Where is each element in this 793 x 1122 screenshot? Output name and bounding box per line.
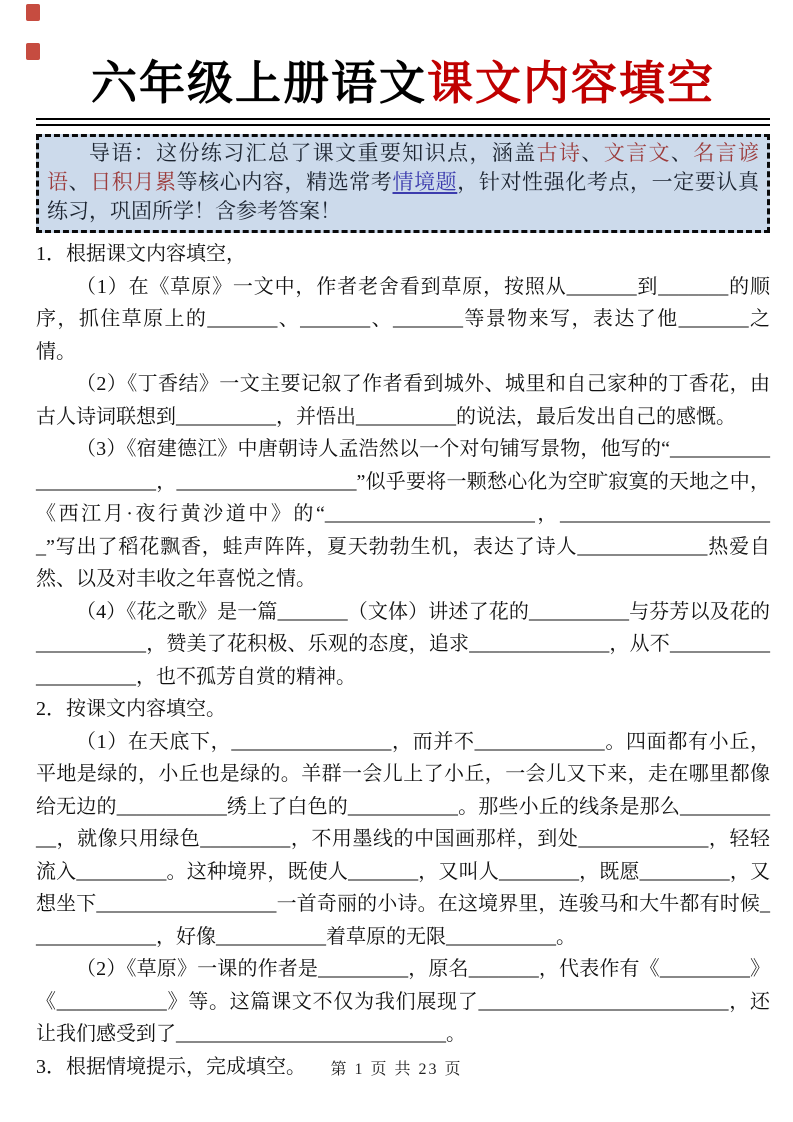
intro-segment: 导语：这份练习汇总了课文重要知识点，涵盖: [89, 141, 537, 165]
title-topic-part: 课文内容填空: [427, 57, 715, 109]
worksheet-body: [36, 238, 770, 1083]
intro-segment: 文言文: [603, 141, 671, 165]
intro-segment: 日积月累: [90, 170, 177, 194]
intro-segment: 、: [68, 170, 91, 194]
q1-item-1: （1）在《草原》一文中，作者老舍看到草原，按照从_______到_______的顺序，抓住草原上的_______、_______、_______等景物来写，表达了他_______之情。: [36, 275, 770, 363]
intro-text: [47, 141, 759, 223]
q2-item-2: （2）《草原》一课的作者是_________，原名_______，代表作有《_________》《___________》等。这篇课文不仅为我们展现了_________________________，还让我们感受到了___________________________。: [36, 958, 770, 1045]
intro-segment: 古诗: [536, 141, 582, 165]
q1-item-2: （2）《丁香结》一文主要记叙了作者看到城外、城里和自己家种的丁香花，由古人诗词联想到__________，并悟出__________的说法，最后发出自己的感慨。: [36, 373, 770, 428]
intro-segment: 名言谚语: [47, 141, 760, 194]
red-seal-mark-top: [26, 4, 40, 21]
intro-segment: 等核心内容，精选常考: [176, 170, 393, 194]
question-3-header: 3．根据情境提示，完成填空。: [36, 1055, 306, 1078]
q2-item-1: （1）在天底下，________________，而并不_____________。四面都有小丘，平地是绿的，小丘也是绿的。羊群一会儿上了小丘，一会儿又下来，走在哪里都像给无边的___________绣上了白色的___________。那些小丘的线条是那么___________，就像只用绿色_________，不用墨线的中国画那样，到处_____________，轻轻流入_________。这种境界，既使人_______，又叫人________，既愿_________，又想坐下__________________一首奇丽的小诗。在这境界里，连骏马和大牛都有时候_____________，好像___________着草原的无限___________。: [36, 730, 770, 948]
intro-segment: 、: [581, 141, 604, 165]
question-2-header: 2．按课文内容填空。: [36, 698, 226, 720]
page-number-footer: 第 1 页 共 23 页: [330, 1061, 463, 1078]
title-grade-part: 六年级上册语文: [91, 57, 427, 109]
red-seal-mark-bottom: [26, 43, 40, 60]
q1-item-3: （3）《宿建德江》中唐朝诗人孟浩然以一个对句铺写景物，他写的“______________________，__________________”似乎要将一颗愁心化为空旷寂寞的天地之中，《西江月·夜行黄沙道中》的“_____________________，______________________”写出了稻花飘香，蛙声阵阵，夏天勃勃生机，表达了诗人_____________热爱自然、以及对丰收之年喜悦之情。: [36, 438, 770, 590]
intro-segment: 、: [670, 141, 694, 165]
intro-segment: ，针对性强化考点，一定要认真练习，巩固所学！含参考答案！: [47, 170, 759, 223]
q1-item-4: （4）《花之歌》是一篇_______（文体）讲述了花的__________与芬芳以及花的___________，赞美了花积极、乐观的态度，追求______________，从不____________________，也不孤芳自赏的精神。: [36, 600, 770, 688]
page-title: [36, 52, 770, 114]
intro-link-text[interactable]: 情境题: [392, 170, 458, 194]
page-content: [0, 52, 793, 1083]
title-double-underline: [36, 118, 770, 126]
intro-box: [36, 134, 770, 233]
question-1-header: 1．根据课文内容填空，: [36, 243, 246, 265]
